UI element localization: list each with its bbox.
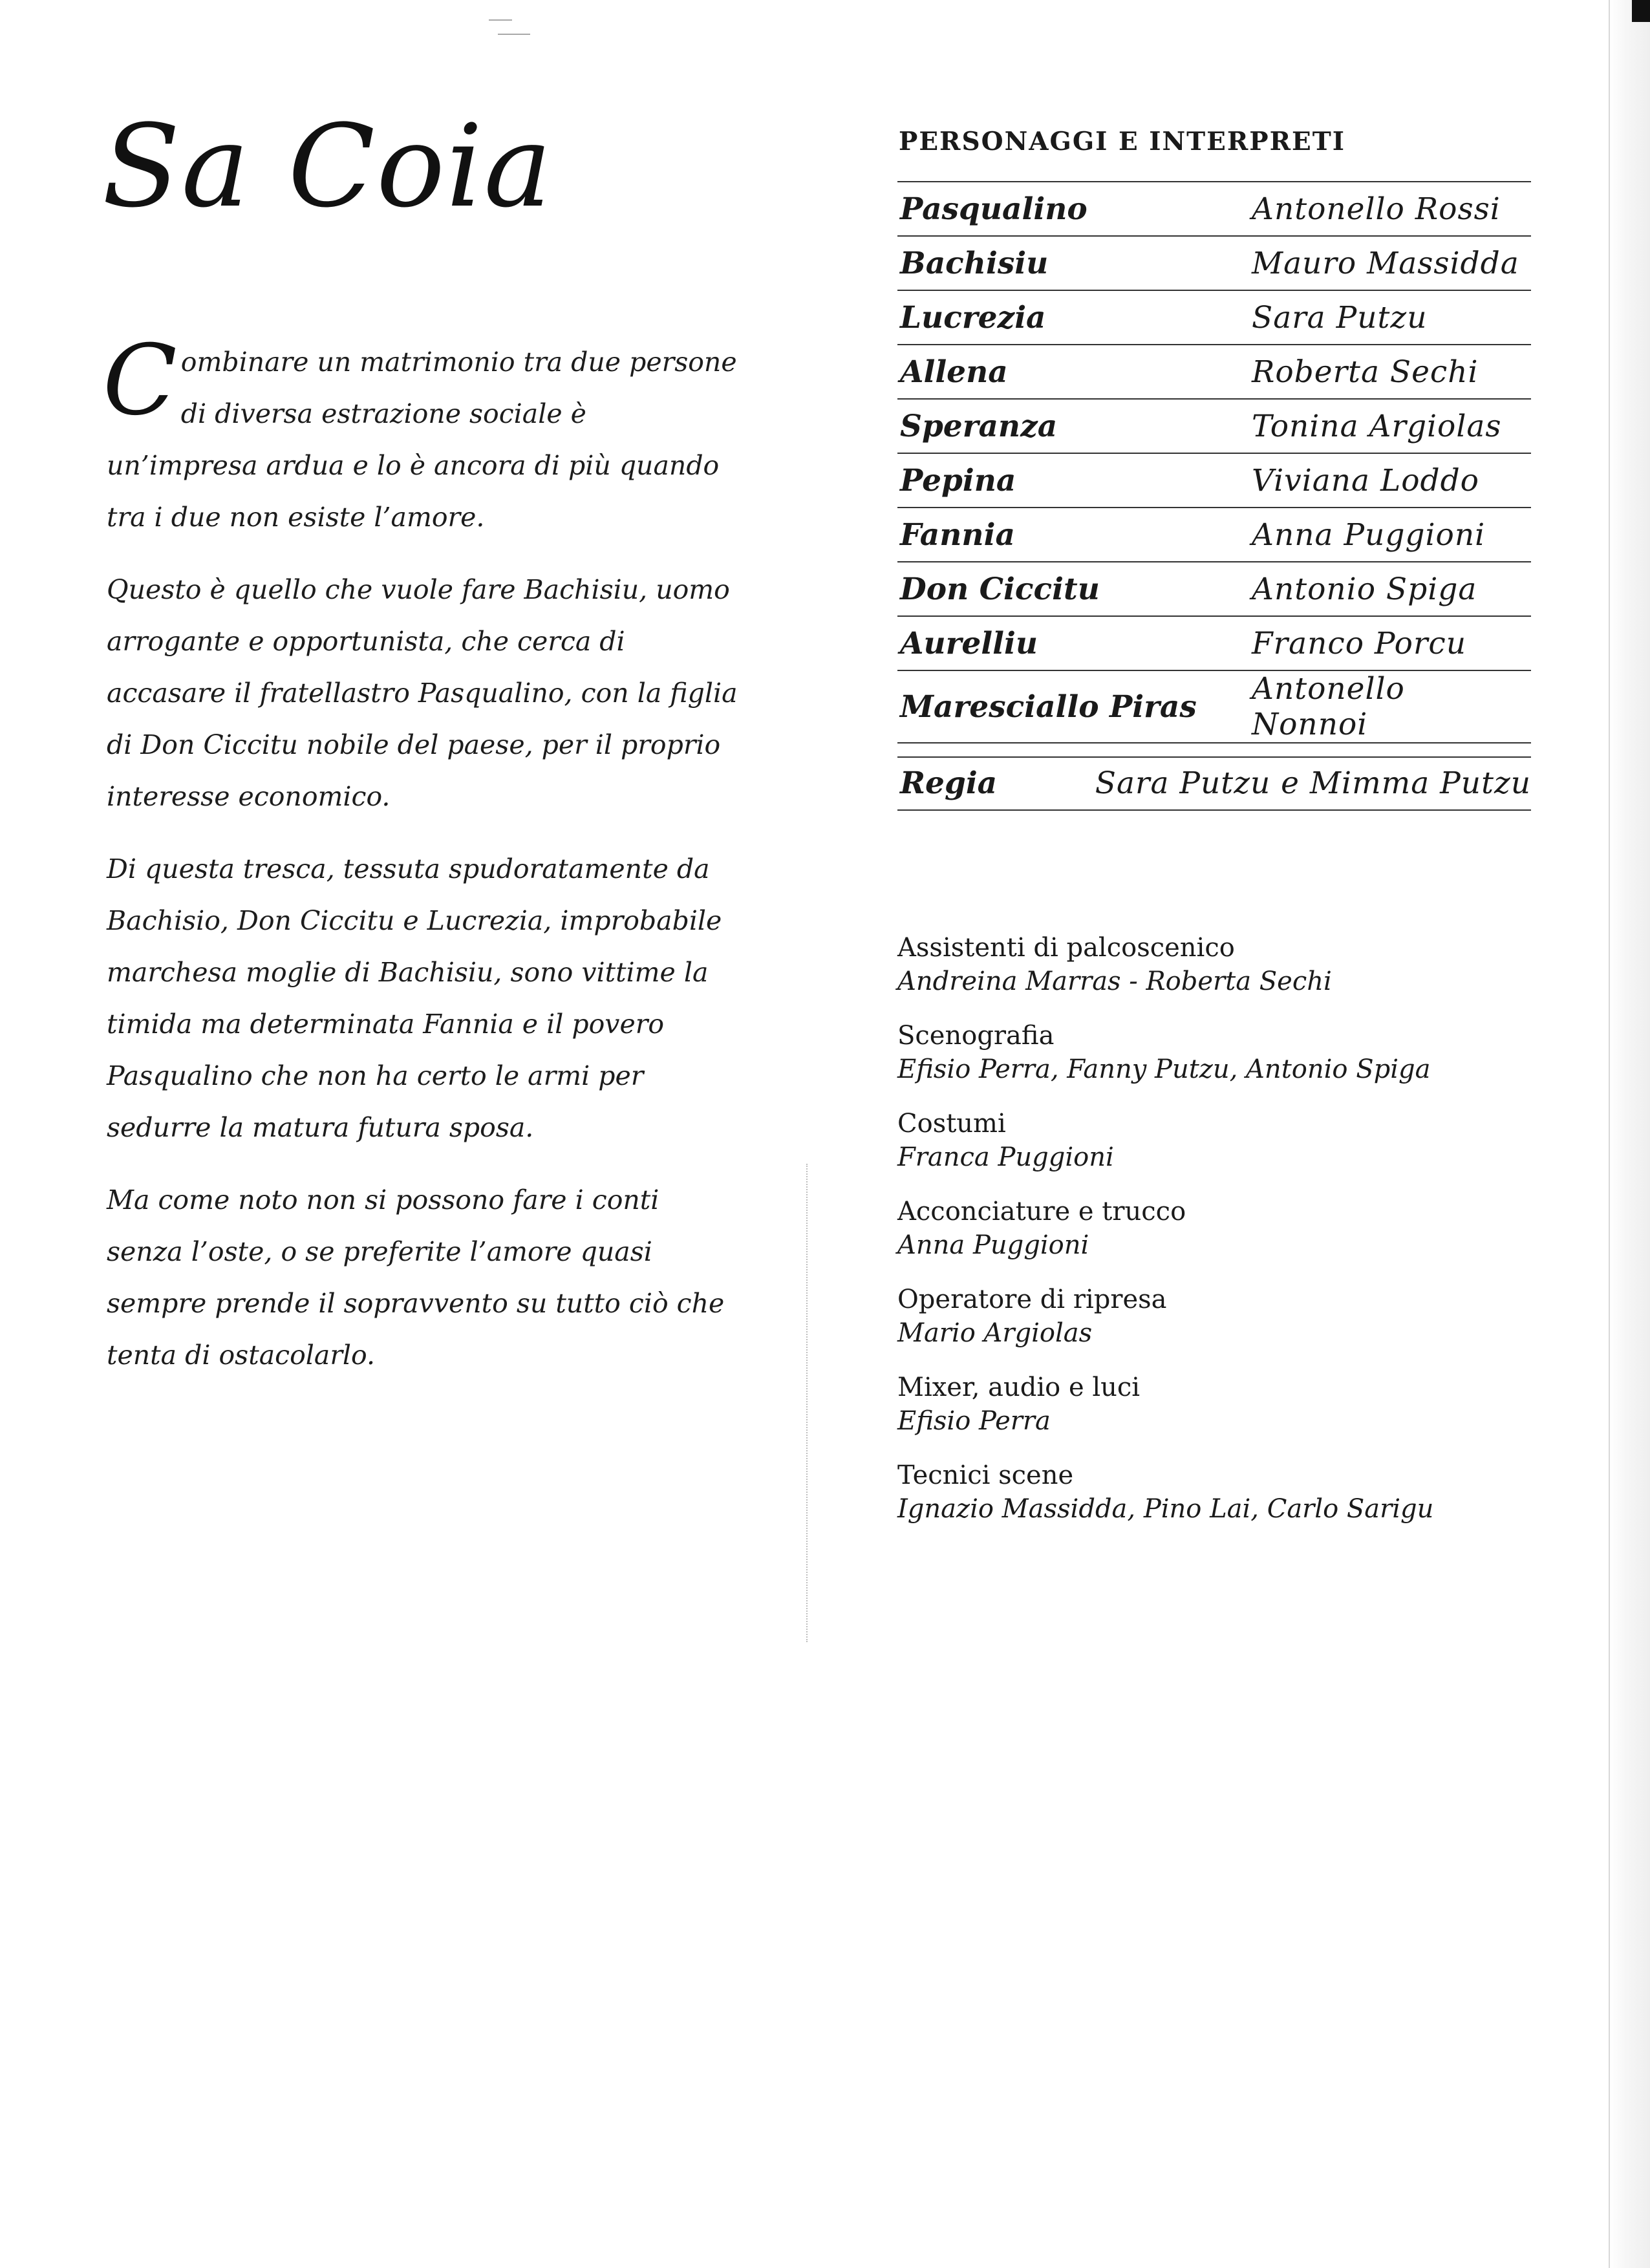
synopsis-paragraph [103, 325, 740, 543]
cast-row [897, 508, 1531, 562]
crew-role: Acconciature e trucco [897, 1197, 1186, 1226]
scan-speck [489, 19, 512, 21]
synopsis-paragraph: Ma come noto non si possono fare i conti senza l’oste, o se preferite l’amore quasi sempre prende il sopravvento su tutto ciò che tenta di ostacolarlo. [107, 1184, 725, 1371]
cast-row [897, 290, 1531, 345]
crew-item [897, 1371, 1544, 1438]
crew-role: Tecnici scene [897, 1460, 1074, 1490]
actor-name: Viviana Loddo [1252, 453, 1531, 508]
scan-corner-mark [1632, 0, 1650, 22]
crew-names: Andreina Marras - Roberta Sechi [897, 967, 1332, 996]
crew-role: Scenografia [897, 1021, 1055, 1051]
synopsis-paragraph: Di questa tresca, tessuta spudoratamente da Bachisio, Don Ciccitu e Lucrezia, improbabile marchesa moglie di Bachisiu, sono vittime la timida ma determinata Fannia e il povero Pasqualino che non ha certo le armi per sedurre la matura futura sposa. [107, 853, 722, 1143]
cast-row [897, 399, 1531, 453]
scan-edge [1609, 0, 1650, 2268]
cast-heading: PERSONAGGI E INTERPRETI [899, 127, 1346, 156]
cast-row [897, 562, 1531, 616]
cast-row [897, 453, 1531, 508]
crew-names: Efisio Perra [897, 1406, 1051, 1436]
crew-role: Operatore di ripresa [897, 1285, 1167, 1314]
cast-row [897, 345, 1531, 399]
director-names: Sara Putzu e Mimma Putzu [1095, 765, 1531, 801]
synopsis [103, 325, 740, 1402]
crew-item [897, 1107, 1544, 1174]
crew-names: Franca Puggioni [897, 1142, 1114, 1172]
director-label: Regia [900, 765, 998, 801]
character-name: Pepina [897, 453, 1252, 508]
character-name: Pasqualino [897, 182, 1252, 236]
crew-role: Costumi [897, 1109, 1006, 1139]
character-name: Bachisiu [897, 236, 1252, 290]
character-name: Aurelliu [897, 616, 1252, 670]
actor-name: Sara Putzu [1252, 290, 1531, 345]
crew-item [897, 1019, 1544, 1086]
synopsis-paragraph: Questo è quello che vuole fare Bachisiu, uomo arrogante e opportunista, che cerca di accasare il fratellastro Pasqualino, con la figlia di Don Ciccitu nobile del paese, per il proprio interesse economico. [107, 574, 738, 812]
crew-names: Mario Argiolas [897, 1318, 1093, 1348]
cast-row [897, 182, 1531, 236]
crew-names: Anna Puggioni [897, 1230, 1089, 1260]
crew-credits [897, 931, 1544, 1546]
character-name: Fannia [897, 508, 1252, 562]
page-fold-line [806, 1164, 808, 1642]
crew-item [897, 931, 1544, 998]
drop-cap: C [103, 325, 177, 437]
actor-name: Antonio Spiga [1252, 562, 1531, 616]
character-name: Maresciallo Piras [897, 670, 1252, 743]
character-name: Don Ciccitu [897, 562, 1252, 616]
synopsis-text: ombinare un matrimonio tra due persone di diversa estrazione sociale è un’impresa ardua e lo è ancora di più quando tra i due non esiste l’amore. [107, 347, 737, 533]
crew-item [897, 1459, 1544, 1526]
actor-name: Mauro Massidda [1252, 236, 1531, 290]
actor-name: Roberta Sechi [1252, 345, 1531, 399]
scan-speck [498, 34, 530, 35]
cast-row [897, 236, 1531, 290]
director-row [897, 756, 1531, 811]
crew-names: Ignazio Massidda, Pino Lai, Carlo Sarigu [897, 1494, 1434, 1524]
crew-role: Assistenti di palcoscenico [897, 933, 1235, 963]
crew-item [897, 1195, 1544, 1262]
actor-name: Tonina Argiolas [1252, 399, 1531, 453]
character-name: Speranza [897, 399, 1252, 453]
cast-table [897, 181, 1531, 744]
crew-item [897, 1283, 1544, 1350]
crew-role: Mixer, audio e luci [897, 1373, 1141, 1402]
character-name: Lucrezia [897, 290, 1252, 345]
cast-row [897, 616, 1531, 670]
actor-name: Antonello Rossi [1252, 182, 1531, 236]
actor-name: Antonello Nonnoi [1252, 670, 1531, 743]
page-title: Sa Coia [102, 100, 553, 233]
crew-names: Efisio Perra, Fanny Putzu, Antonio Spiga [897, 1054, 1431, 1084]
cast-row [897, 670, 1531, 743]
character-name: Allena [897, 345, 1252, 399]
actor-name: Franco Porcu [1252, 616, 1531, 670]
actor-name: Anna Puggioni [1252, 508, 1531, 562]
